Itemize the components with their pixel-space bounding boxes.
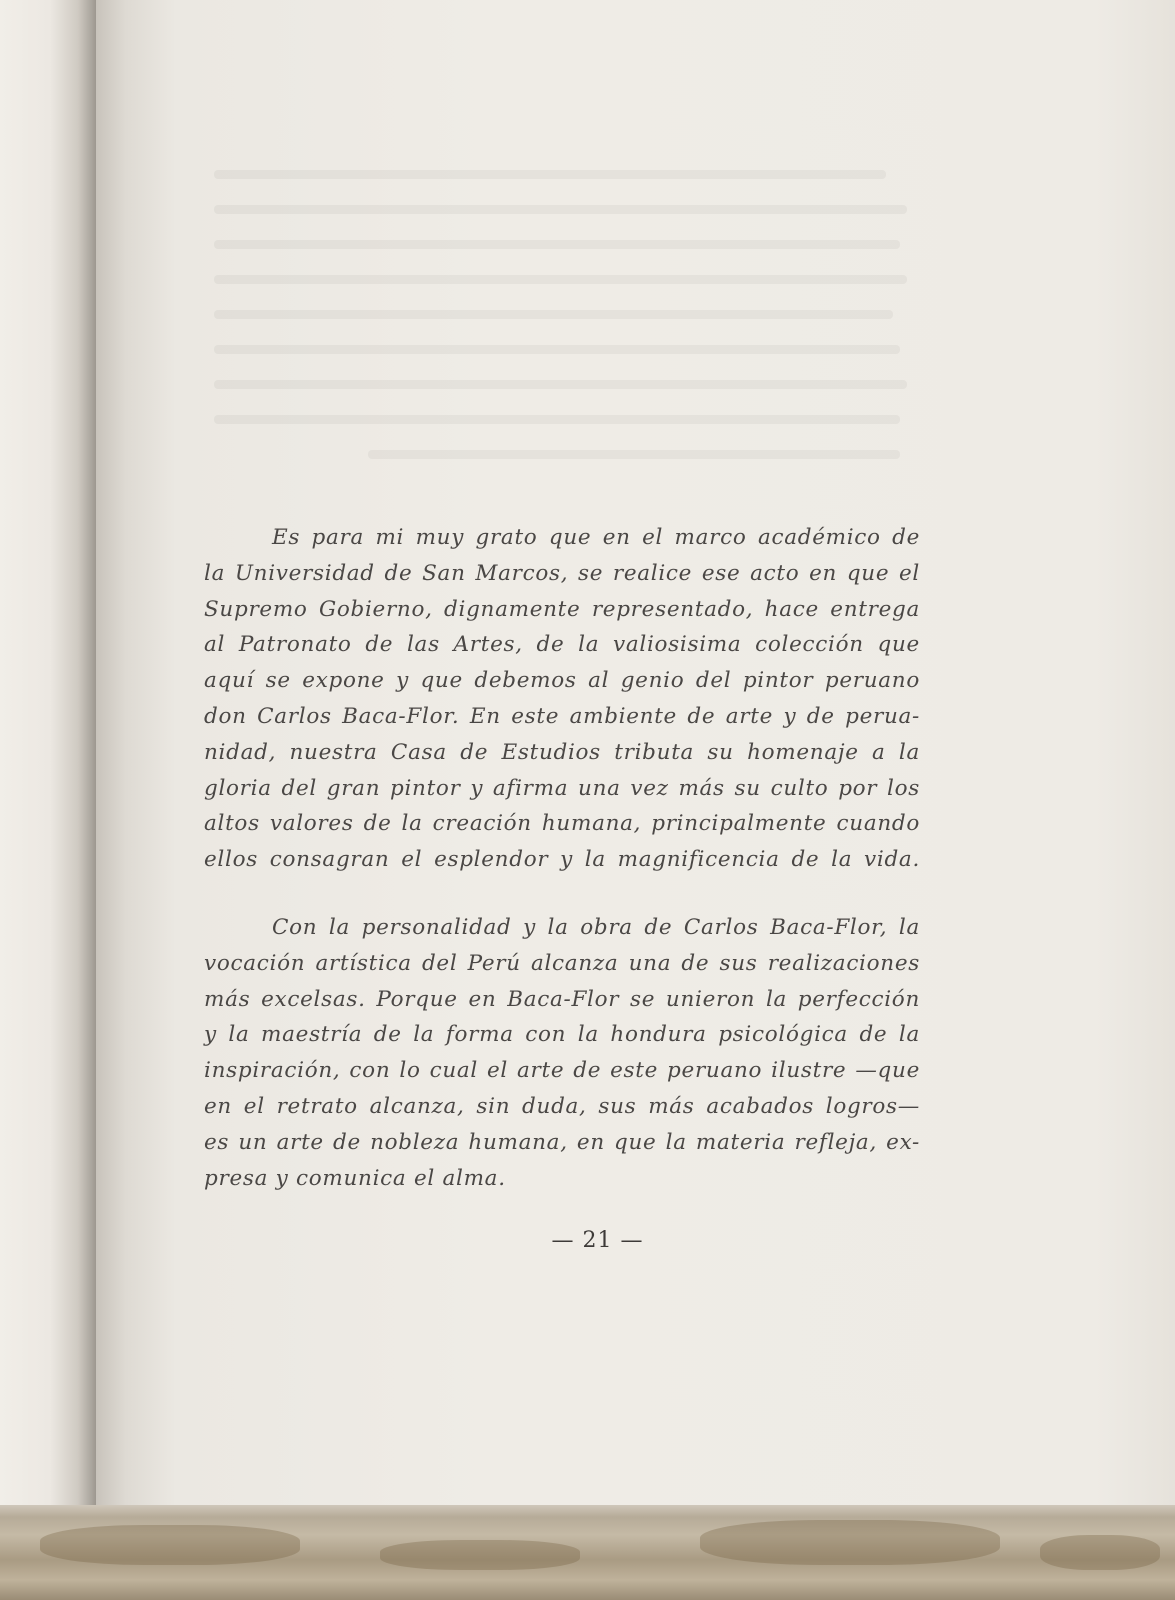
paragraph-1 — [204, 520, 920, 878]
paragraph-line: Con la personalidad y la obra de Carlos Baca-Flor, la — [272, 915, 920, 940]
paragraph-line: más excelsas. Porque en Baca-Flor se unieron la perfección — [204, 986, 920, 1012]
paragraph-line: la Universidad de San Marcos, se realice ese acto en que el — [204, 560, 920, 586]
show-through-text — [214, 170, 914, 485]
paragraph-line: altos valores de la creación humana, principalmente cuando — [204, 811, 920, 837]
paragraph-line: vocación artística del Perú alcanza una de sus realizaciones — [204, 950, 920, 976]
paragraph-line: gloria del gran pintor y afirma una vez más su culto por los — [204, 775, 920, 801]
page-number: — 21 — — [551, 1228, 644, 1253]
paragraph-line: don Carlos Baca-Flor. En este ambiente de arte y de perua- — [204, 703, 920, 729]
paragraph-line: ellos consagran el esplendor y la magnificencia de la vida. — [204, 847, 920, 873]
paragraph-line: en el retrato alcanza, sin duda, sus más acabados logros— — [204, 1093, 920, 1119]
paragraph-line: es un arte de nobleza humana, en que la materia refleja, ex- — [204, 1129, 920, 1155]
paragraph-line: aquí se expone y que debemos al genio del pintor peruano — [204, 668, 920, 694]
paragraph-line: inspiración, con lo cual el arte de este peruano ilustre —que — [204, 1058, 920, 1084]
paragraph-line: y la maestría de la forma con la hondura psicológica de la — [204, 1022, 920, 1048]
page-bottom-edge — [0, 1505, 1175, 1600]
paragraph-line: al Patronato de las Artes, de la valiosisima colección que — [204, 632, 920, 658]
paragraph-2 — [204, 910, 920, 1196]
paragraph-line: Supremo Gobierno, dignamente representado, hace entrega — [204, 596, 920, 622]
paragraph-line: Es para mi muy grato que en el marco académico de — [272, 525, 920, 550]
left-page-edge — [0, 0, 96, 1510]
paragraph-line: presa y comunica el alma. — [204, 1165, 506, 1191]
paragraph-line: nidad, nuestra Casa de Estudios tributa su homenaje a la — [204, 739, 920, 765]
